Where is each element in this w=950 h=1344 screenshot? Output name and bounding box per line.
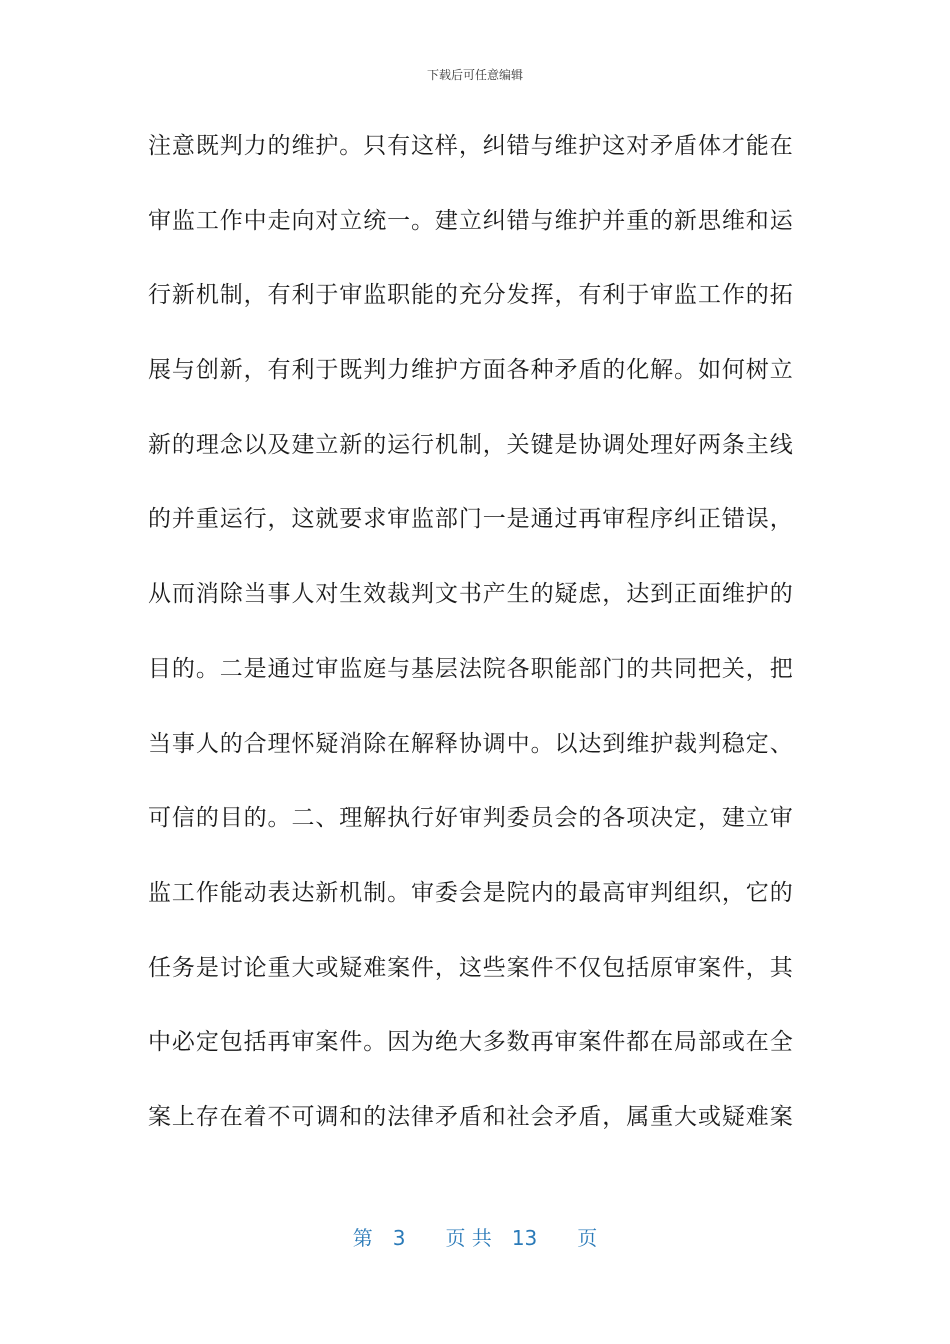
page-footer	[0, 1224, 950, 1252]
body-line: 目的。二是通过审监庭与基层法院各职能部门的共同把关，把	[148, 655, 793, 682]
body-line: 可信的目的。二、理解执行好审判委员会的各项决定，建立审	[148, 805, 793, 832]
body-line: 的并重运行，这就要求审监部门一是通过再审程序纠正错误，	[148, 506, 793, 533]
document-body	[148, 124, 793, 1170]
footer-middle: 页 共	[445, 1226, 492, 1250]
body-line: 注意既判力的维护。只有这样，纠错与维护这对矛盾体才能在	[148, 133, 793, 159]
body-line: 中必定包括再审案件。因为绝大多数再审案件都在局部或在全	[148, 1029, 793, 1056]
body-line: 行新机制，有利于审监职能的充分发挥，有利于审监工作的拓	[148, 282, 793, 309]
body-line: 展与创新，有利于既判力维护方面各种矛盾的化解。如何树立	[148, 357, 793, 384]
body-line: 任务是讨论重大或疑难案件，这些案件不仅包括原审案件，其	[148, 954, 793, 981]
footer-suffix: 页	[577, 1226, 598, 1250]
body-line: 案上存在着不可调和的法律矛盾和社会矛盾，属重大或疑难案	[148, 1103, 793, 1130]
footer-prefix: 第	[352, 1226, 373, 1250]
page-header	[0, 67, 950, 83]
body-line: 监工作能动表达新机制。审委会是院内的最高审判组织，它的	[148, 879, 793, 906]
body-line: 新的理念以及建立新的运行机制，关键是协调处理好两条主线	[148, 431, 793, 458]
footer-total-pages: 13	[511, 1226, 538, 1250]
header-text: 下载后可任意编辑	[426, 68, 523, 82]
body-line: 从而消除当事人对生效裁判文书产生的疑虑，达到正面维护的	[148, 581, 793, 608]
body-line: 当事人的合理怀疑消除在解释协调中。以达到维护裁判稳定、	[148, 730, 793, 757]
body-line: 审监工作中走向对立统一。建立纠错与维护并重的新思维和运	[148, 207, 793, 234]
footer-page-number: 3	[392, 1226, 406, 1250]
